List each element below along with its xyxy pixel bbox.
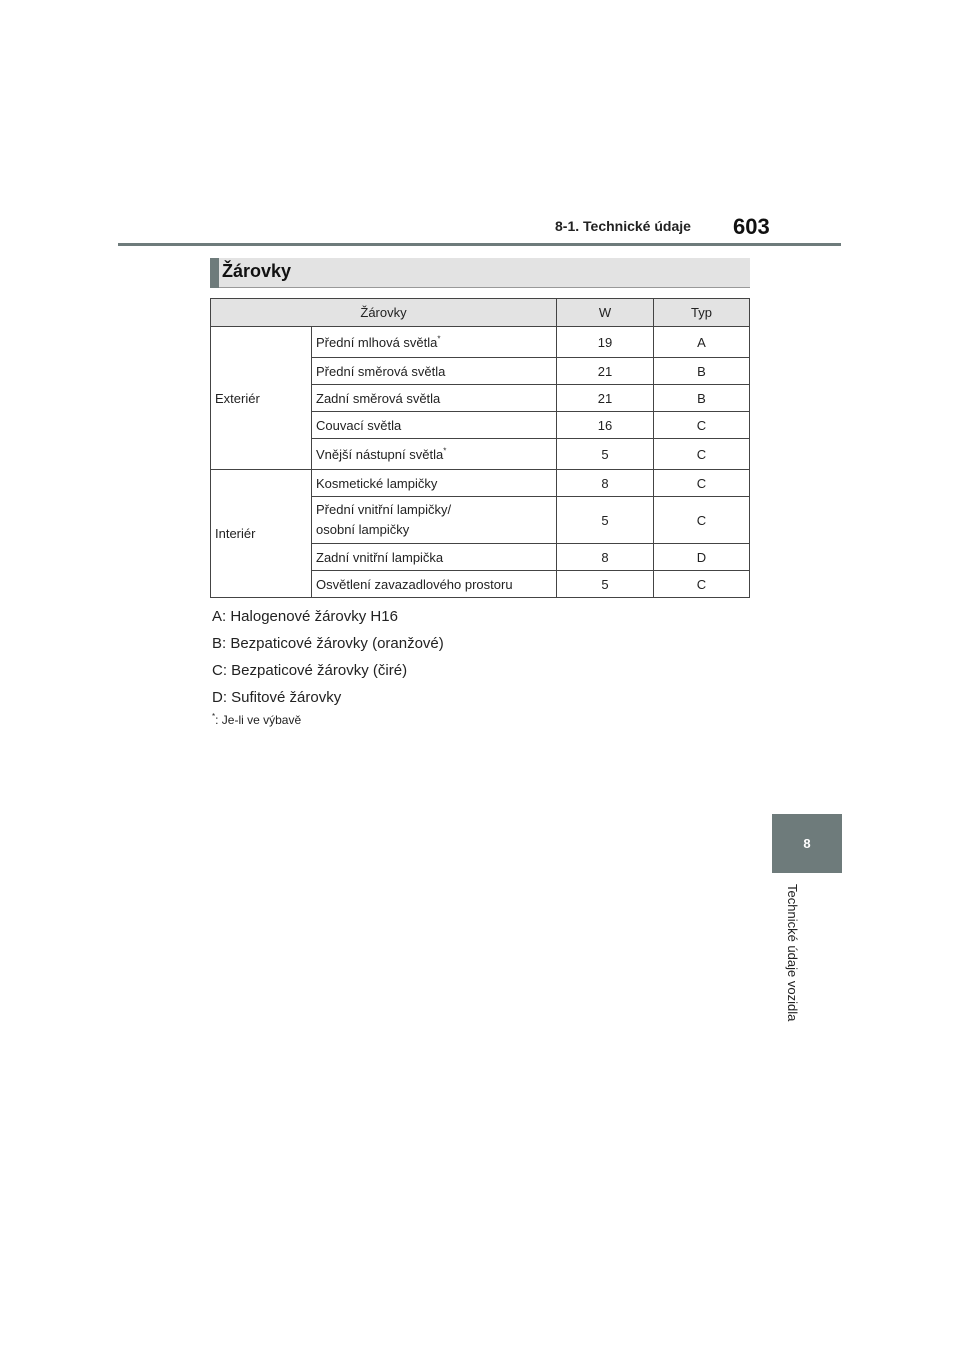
bulb-name-cell <box>312 385 557 412</box>
type-cell: B <box>654 385 750 412</box>
bulb-table <box>210 298 750 598</box>
bulb-name: Zadní směrová světla <box>316 390 441 406</box>
watt-cell: 8 <box>557 544 654 571</box>
section-title: Žárovky <box>222 261 292 281</box>
type-cell: C <box>654 571 750 598</box>
table-header-row <box>211 299 750 327</box>
type-cell: C <box>654 497 750 544</box>
header-divider <box>118 243 841 246</box>
section-accent <box>210 258 219 288</box>
watt-cell: 21 <box>557 358 654 385</box>
bulb-name-cell <box>312 358 557 385</box>
bulb-name-cell <box>312 412 557 439</box>
watt-cell: 5 <box>557 439 654 470</box>
watt-cell: 8 <box>557 470 654 497</box>
footnote-mark: * <box>212 712 216 721</box>
type-cell: D <box>654 544 750 571</box>
footnote <box>212 713 301 727</box>
legend-item-b: B: Bezpaticové žárovky (oranžové) <box>212 635 444 652</box>
legend-item-a: A: Halogenové žárovky H16 <box>212 608 398 625</box>
legend-item-d: D: Sufitové žárovky <box>212 689 342 706</box>
bulb-name: Osvětlení zavazadlového prostoru <box>316 576 513 592</box>
bulb-name-cell <box>312 544 557 571</box>
type-cell: B <box>654 358 750 385</box>
column-header-bulbs: Žárovky <box>211 299 557 327</box>
footnote-ref: * <box>437 334 441 344</box>
chapter-number: 8 <box>803 836 811 851</box>
footnote-text: : Je-li ve výbavě <box>215 713 302 727</box>
table-row <box>211 327 750 358</box>
bulb-name-cell <box>312 571 557 598</box>
group-label: Interiér <box>211 470 312 598</box>
bulb-name-cell <box>312 439 557 470</box>
bulb-name-cell <box>312 497 557 544</box>
type-cell: C <box>654 412 750 439</box>
table-row <box>211 470 750 497</box>
watt-cell: 5 <box>557 497 654 544</box>
bulb-name-line2: osobní lampičky <box>316 522 410 537</box>
watt-cell: 5 <box>557 571 654 598</box>
chapter-title: Technické údaje vozidla <box>785 884 800 1022</box>
bulb-name: Kosmetické lampičky <box>316 475 438 491</box>
legend-item-c: C: Bezpaticové žárovky (čiré) <box>212 662 408 679</box>
bulb-name: Couvací světla <box>316 417 402 433</box>
type-cell: C <box>654 439 750 470</box>
page-number: 603 <box>733 214 770 239</box>
bulb-name-cell <box>312 470 557 497</box>
watt-cell: 16 <box>557 412 654 439</box>
type-cell: C <box>654 470 750 497</box>
type-cell: A <box>654 327 750 358</box>
bulb-name-cell <box>312 327 557 358</box>
watt-cell: 21 <box>557 385 654 412</box>
bulb-name: Přední mlhová světla <box>316 334 438 350</box>
bulb-name: Zadní vnitřní lampička <box>316 549 444 565</box>
column-header-type: Typ <box>654 299 750 327</box>
bulb-name: Vnější nástupní světla <box>316 446 444 462</box>
section-title-bar <box>210 258 750 288</box>
section-heading: 8-1. Technické údaje <box>555 218 691 234</box>
bulb-name: Přední vnitřní lampičky/ <box>316 502 452 517</box>
watt-cell: 19 <box>557 327 654 358</box>
group-label: Exteriér <box>211 327 312 470</box>
column-header-watts: W <box>557 299 654 327</box>
chapter-tab <box>772 814 842 873</box>
footnote-ref: * <box>443 446 447 456</box>
bulb-name: Přední směrová světla <box>316 363 446 379</box>
table-body <box>211 327 750 598</box>
